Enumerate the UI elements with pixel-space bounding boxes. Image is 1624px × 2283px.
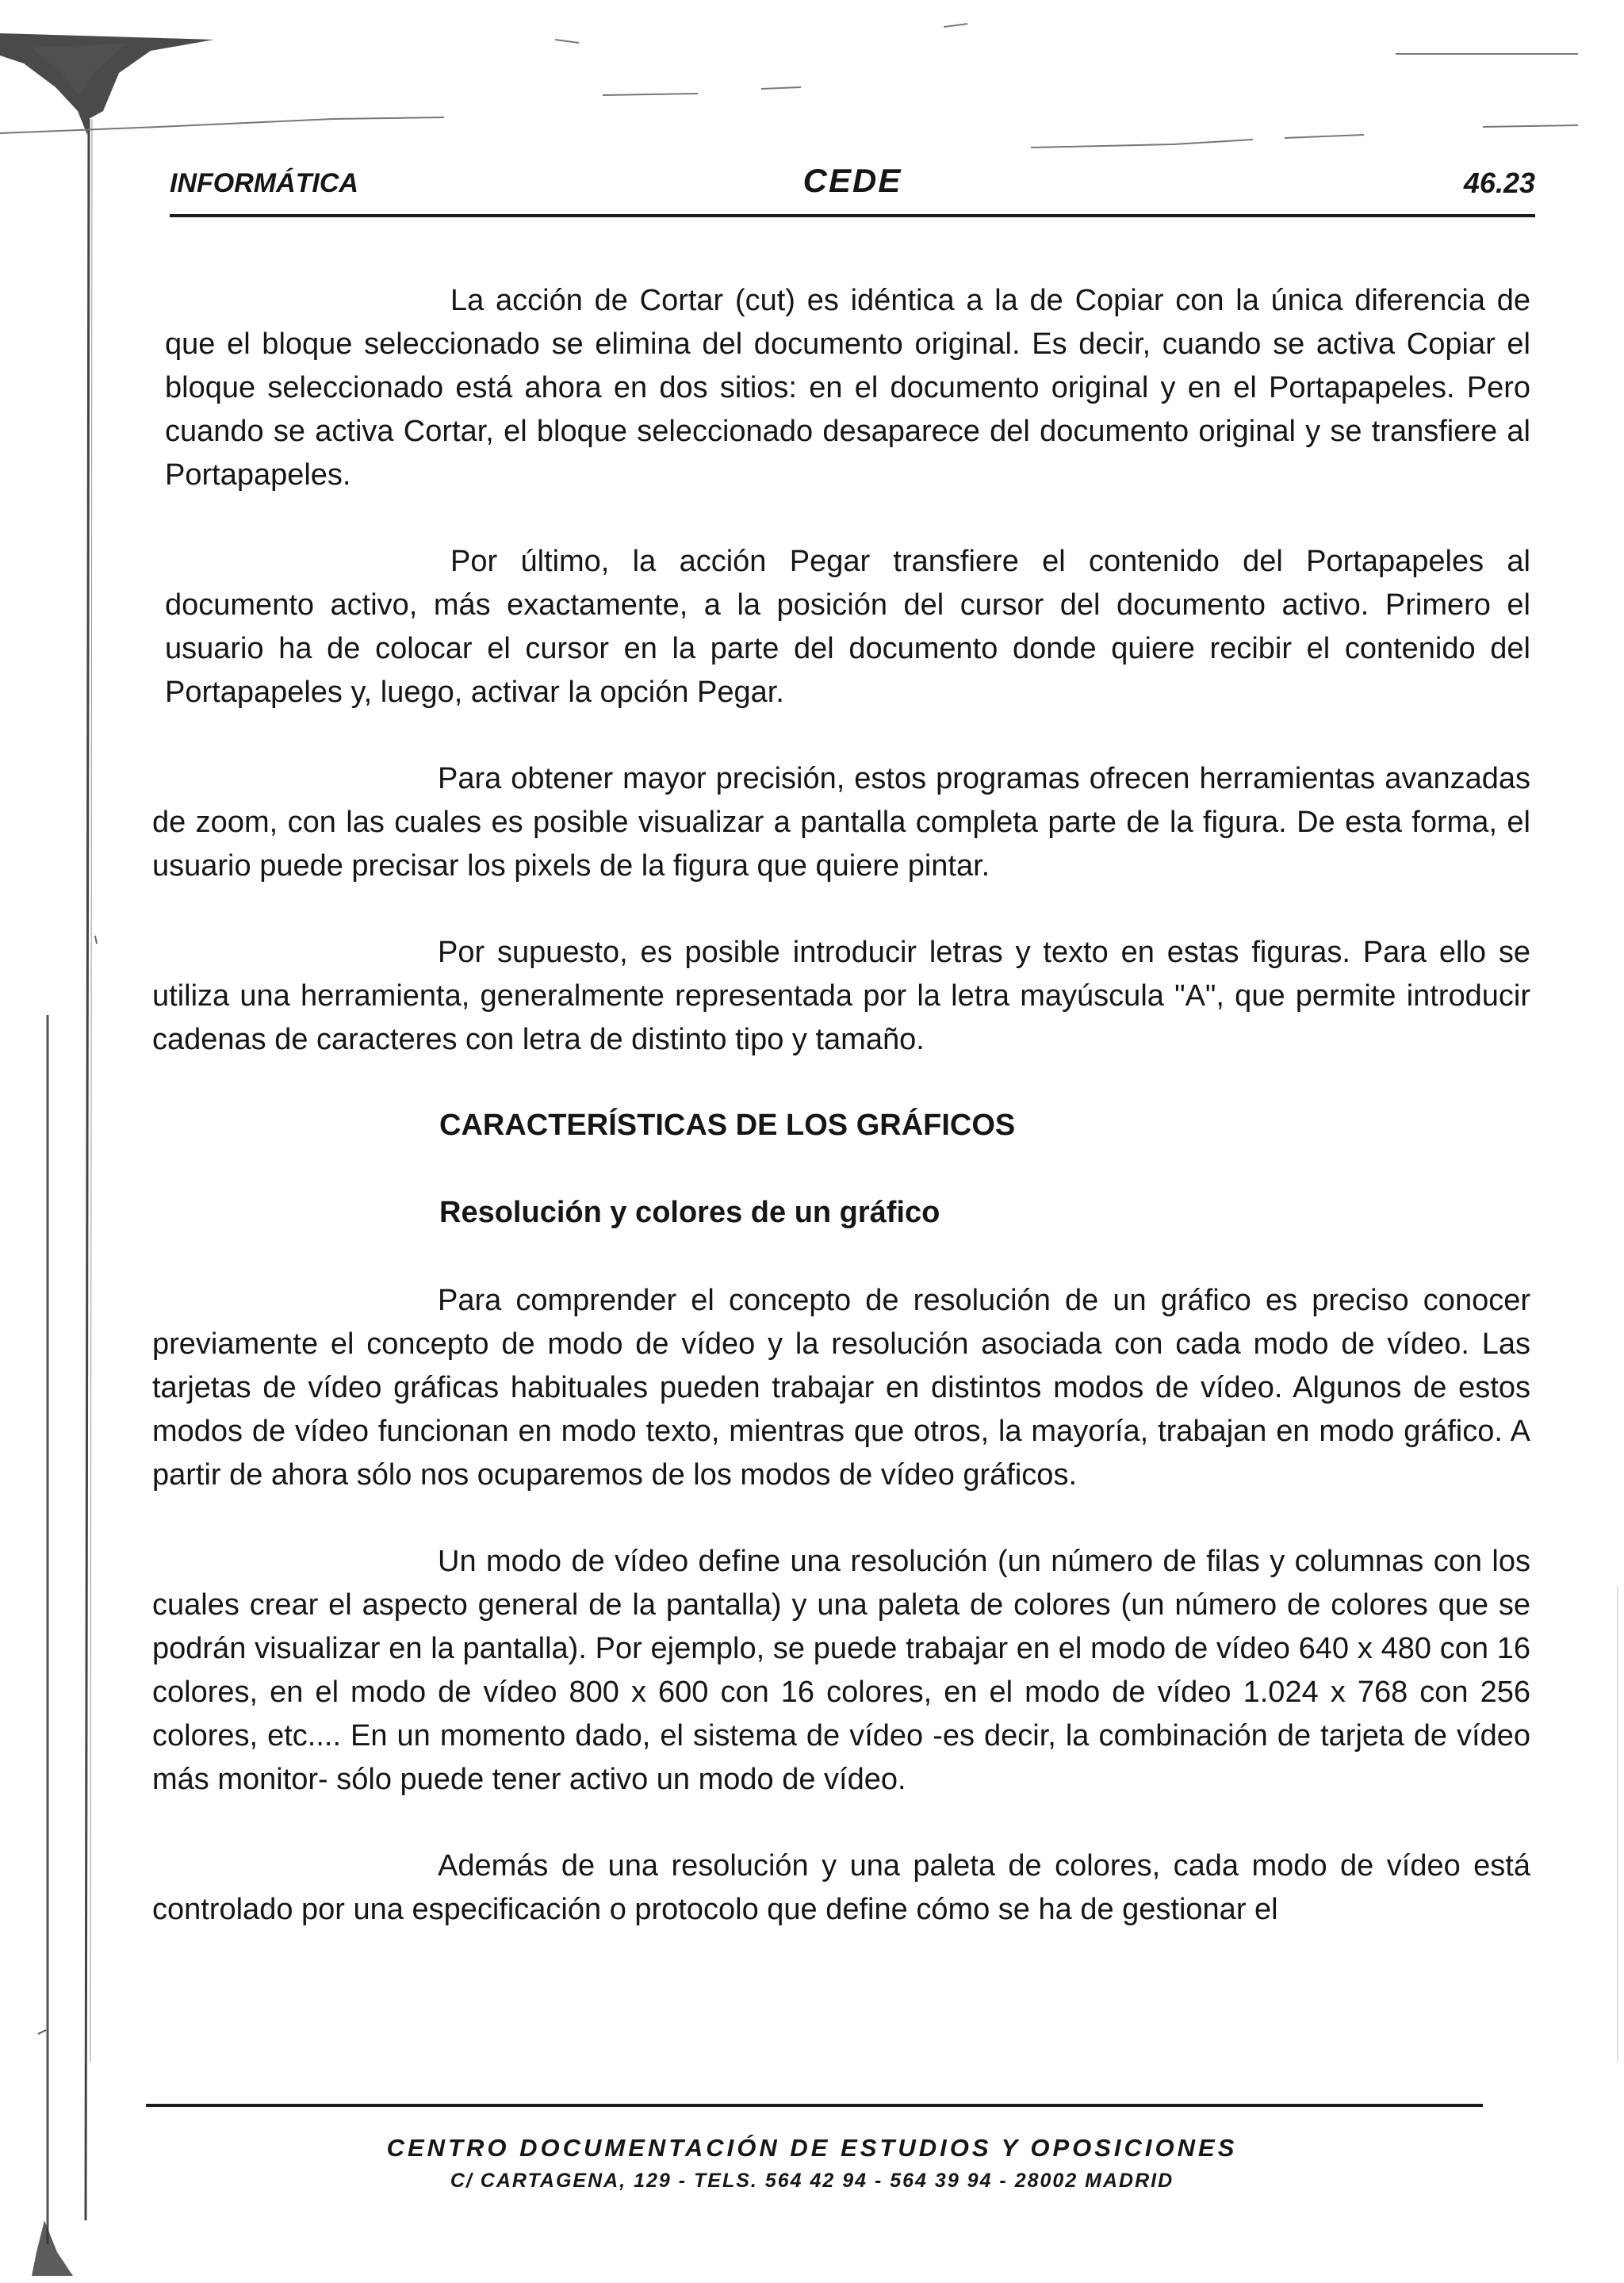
page-number: 46.23 bbox=[1463, 167, 1535, 199]
paragraph-zoom: Para obtener mayor precisión, estos programas ofrecen herramientas avanzadas de zoom, con las cuales es posible visualizar a pantalla completa parte de la figura. De esta forma, el usuario puede precisar los pixels de la figura que quiere pintar. bbox=[152, 762, 1530, 883]
page-header bbox=[170, 162, 1535, 217]
paragraph-paste: Por último, la acción Pegar transfiere el contenido del Portapapeles al documento activo, más exactamente, a la posición del cursor del documento activo. Primero el usuario ha de colocar el cursor en la parte del documento donde quiere recibir el contenido del Portapapeles y, luego, activar la opción Pegar. bbox=[165, 545, 1530, 709]
footer-address: C/ CARTAGENA, 129 - TELS. 564 42 94 - 564 39 94 - 28002 MADRID bbox=[450, 2170, 1174, 2192]
paragraph-video-modes: Para comprender el concepto de resolución de un gráfico es preciso conocer previamente el concepto de modo de vídeo y la resolución asociada con cada modo de vídeo. Las tarjetas de vídeo gráficas habituales pueden trabajar en distintos modos de vídeo. Algunos de estos modos de vídeo funcionan en modo texto, mientras que otros, la mayoría, trabajan en modo gráfico. A partir de ahora sólo nos ocuparemos de los modos de vídeo gráficos. bbox=[152, 1284, 1530, 1492]
paragraph-resolution-palette: Un modo de vídeo define una resolución (un número de filas y columnas con los cuales crear el aspecto general de la pantalla) y una paleta de colores (un número de colores que se podrán visualizar en la pantalla). Por ejemplo, se puede trabajar en el modo de vídeo 640 x 480 con 16 colores, en el modo de vídeo 800 x 600 con 16 colores, en el modo de vídeo 1.024 x 768 con 256 colores, etc.... En un momento dado, el sistema de vídeo -es decir, la combinación de tarjeta de vídeo más monitor- sólo puede tener activo un modo de vídeo. bbox=[152, 1545, 1530, 1796]
footer-organization: CENTRO DOCUMENTACIÓN DE ESTUDIOS Y OPOSICIONES bbox=[386, 2134, 1238, 2162]
header-brand: CEDE bbox=[802, 162, 902, 199]
subsection-heading: Resolución y colores de un gráfico bbox=[439, 1196, 940, 1229]
document-body bbox=[152, 279, 1530, 1975]
header-section-label: INFORMÁTICA bbox=[170, 168, 358, 198]
paragraph-text-tool: Por supuesto, es posible introducir letras y texto en estas figuras. Para ello se utiliza una herramienta, generalmente representada por la letra mayúscula "A", que permite introducir cadenas de caracteres con letra de distinto tipo y tamaño. bbox=[152, 936, 1530, 1056]
section-heading: CARACTERÍSTICAS DE LOS GRÁFICOS bbox=[439, 1109, 1016, 1142]
paragraph-cut: La acción de Cortar (cut) es idéntica a la de Copiar con la única diferencia de que el bloque seleccionado se elimina del documento original. Es decir, cuando se activa Copiar el bloque seleccionado está ahora en dos sitios: en el documento original y en el Portapapeles. Pero cuando se activa Cortar, el bloque seleccionado desaparece del documento original y se transfiere al Portapapeles. bbox=[165, 284, 1530, 492]
paragraph-protocol: Además de una resolución y una paleta de colores, cada modo de vídeo está controlado por una especificación o protocolo que define cómo se ha de gestionar el bbox=[152, 1849, 1530, 1926]
footer-divider bbox=[146, 2104, 1483, 2107]
